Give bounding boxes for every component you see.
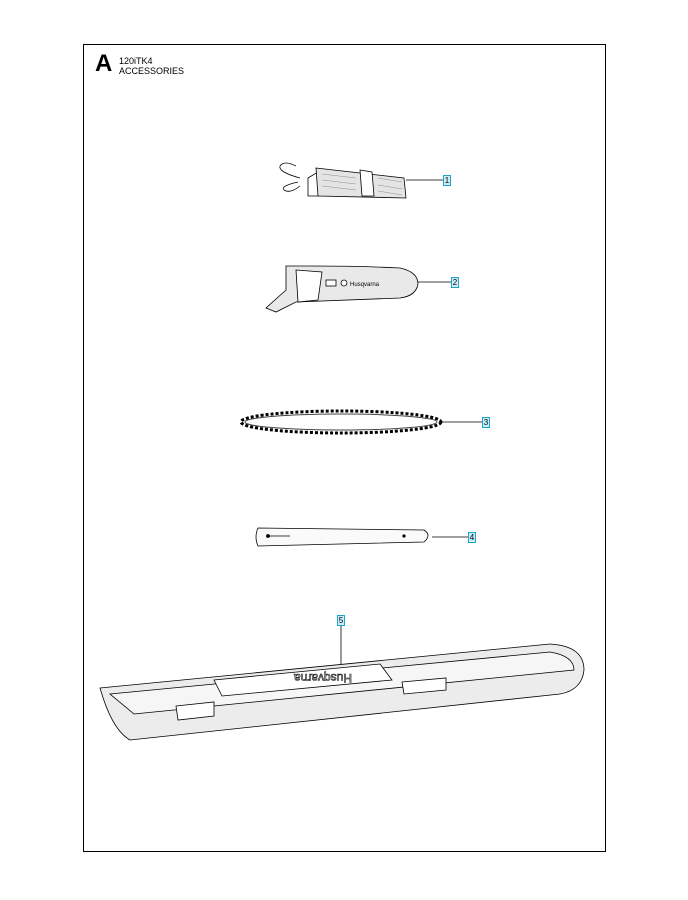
callout-1[interactable]: 1 (444, 176, 450, 185)
carrying-case-part (100, 644, 584, 740)
saw-chain-part (241, 411, 441, 433)
case-brand-text: Husqvarna (293, 671, 352, 685)
callout-2[interactable]: 2 (452, 278, 458, 287)
callout-5[interactable]: 5 (338, 616, 344, 625)
section-letter: A (95, 50, 113, 77)
section-subtitle: ACCESSORIES (119, 66, 185, 76)
cover-brand-text: Husqvarna (350, 282, 380, 288)
callout-3[interactable]: 3 (483, 418, 489, 427)
strap-part (280, 163, 406, 198)
bar-cover-part (266, 266, 418, 312)
callout-4[interactable]: 4 (469, 533, 475, 542)
model-name: 120iTK4 (119, 56, 153, 66)
guide-bar-part (256, 528, 428, 546)
